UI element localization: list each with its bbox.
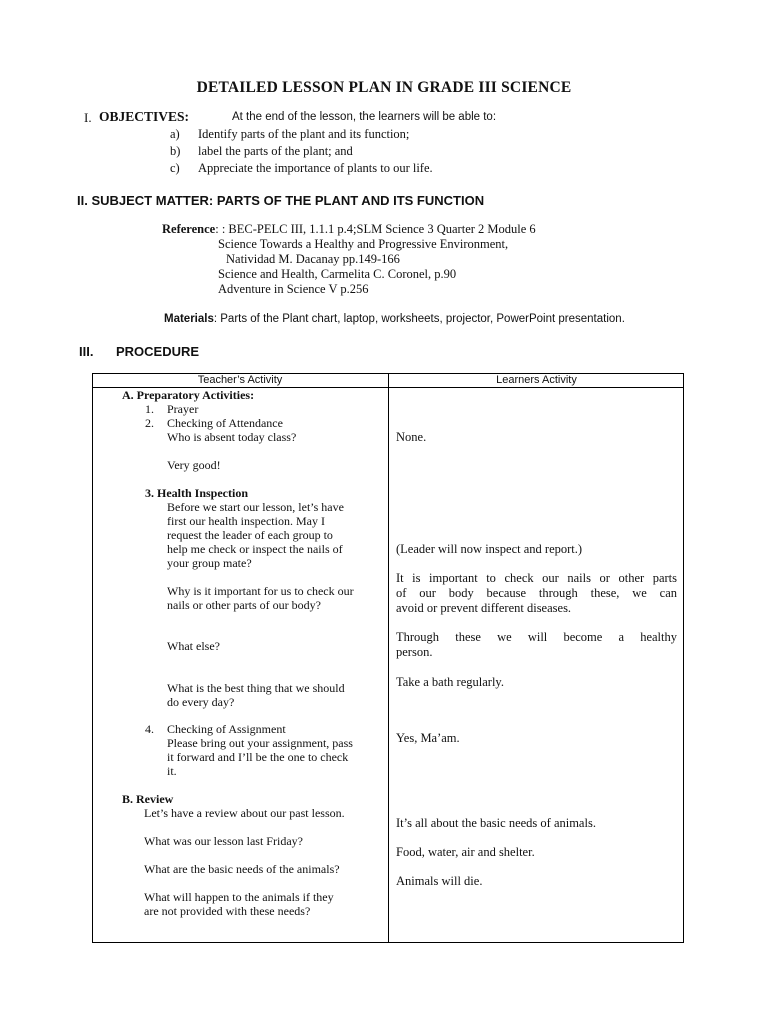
learner-response: (Leader will now inspect and report.): [396, 542, 583, 556]
teacher-instruction: Let’s have a review about our past lesson.: [144, 806, 345, 820]
teacher-question: Why is it important for us to check our: [167, 584, 354, 598]
objective-letter: c): [170, 161, 180, 175]
learner-response: of our body because through these, we can: [396, 586, 677, 600]
teacher-instruction: first our health inspection. May I: [167, 514, 325, 528]
preparatory-activities-label: A. Preparatory Activities:: [122, 388, 255, 402]
teacher-question: What is the best thing that we should: [167, 681, 345, 695]
objectives-label: OBJECTIVES:: [99, 109, 190, 124]
teacher-instruction: it forward and I’ll be the one to check: [167, 750, 349, 764]
reference-line: Science and Health, Carmelita C. Coronel, p.90: [218, 267, 457, 281]
teacher-question: are not provided with these needs?: [144, 904, 311, 918]
assignment-item: Checking of Assignment: [167, 722, 286, 736]
reference-text: : : BEC-PELC III, 1.1.1 p.4;SLM Science 3 Quarter 2 Module 6: [215, 222, 536, 236]
materials-line: [164, 313, 625, 325]
teacher-question: nails or other parts of our body?: [167, 598, 321, 612]
teacher-question: What are the basic needs of the animals?: [144, 862, 340, 876]
learner-response: Animals will die.: [396, 874, 483, 888]
teacher-column-header: Teacher’s Activity: [197, 374, 283, 386]
teacher-instruction: Before we start our lesson, let’s have: [167, 500, 344, 514]
objective-letter: b): [170, 144, 181, 158]
table-column-divider: [388, 373, 389, 943]
reference-line: Science Towards a Healthy and Progressive Environment,: [218, 237, 509, 251]
teacher-question: What was our lesson last Friday?: [144, 834, 303, 848]
health-inspection-label: 3. Health Inspection: [145, 486, 249, 500]
teacher-instruction: help me check or inspect the nails of: [167, 542, 343, 556]
teacher-question: Who is absent today class?: [167, 430, 297, 444]
document-title: DETAILED LESSON PLAN IN GRADE III SCIENCE: [196, 79, 572, 96]
objective-text: Appreciate the importance of plants to our life.: [198, 161, 433, 175]
objective-item: [170, 161, 530, 177]
objective-item: [170, 144, 530, 160]
teacher-instruction: it.: [167, 764, 177, 778]
reference-line: [162, 222, 536, 237]
objective-letter: a): [170, 127, 180, 141]
item-number: 2.: [145, 416, 154, 430]
reference-label: Reference: [162, 222, 216, 236]
reference-line: Natividad M. Dacanay pp.149-166: [226, 252, 400, 266]
teacher-remark: Very good!: [167, 458, 221, 472]
item-number: 1.: [145, 402, 154, 416]
materials-label: Materials: [164, 313, 214, 325]
learners-column-header: Learners Activity: [496, 374, 577, 386]
teacher-question: What else?: [167, 639, 220, 653]
procedure-number: III.: [79, 344, 94, 359]
objective-text: label the parts of the plant; and: [198, 144, 353, 158]
teacher-instruction: your group mate?: [167, 556, 252, 570]
learner-response: It’s all about the basic needs of animals.: [396, 816, 596, 830]
attendance-item: Checking of Attendance: [167, 416, 283, 430]
learner-response: person.: [396, 645, 433, 659]
prayer-item: Prayer: [167, 402, 199, 416]
teacher-question: What will happen to the animals if they: [144, 890, 334, 904]
objective-text: Identify parts of the plant and its function;: [198, 127, 410, 141]
subject-matter-heading: II. SUBJECT MATTER: PARTS OF THE PLANT AND ITS FUNCTION: [77, 193, 485, 208]
learner-response: Yes, Ma’am.: [396, 731, 460, 745]
reference-line: Adventure in Science V p.256: [218, 282, 369, 296]
objectives-intro: At the end of the lesson, the learners will be able to:: [232, 111, 497, 123]
teacher-instruction: request the leader of each group to: [167, 528, 333, 542]
learner-response: None.: [396, 430, 427, 444]
item-number: 4.: [145, 722, 154, 736]
teacher-question: do every day?: [167, 695, 235, 709]
learner-response: It is important to check our nails or other parts: [396, 571, 677, 585]
materials-text: : Parts of the Plant chart, laptop, worksheets, projector, PowerPoint presentation.: [213, 313, 625, 325]
review-label: B. Review: [122, 792, 174, 806]
learner-response: avoid or prevent different diseases.: [396, 601, 572, 615]
teacher-instruction: Please bring out your assignment, pass: [167, 736, 353, 750]
objective-item: [170, 127, 530, 143]
learner-response: Food, water, air and shelter.: [396, 845, 535, 859]
learner-response: Through these we will become a healthy: [396, 630, 677, 644]
procedure-label: PROCEDURE: [116, 344, 200, 359]
learner-response: Take a bath regularly.: [396, 675, 504, 689]
objectives-number: I.: [84, 110, 92, 125]
